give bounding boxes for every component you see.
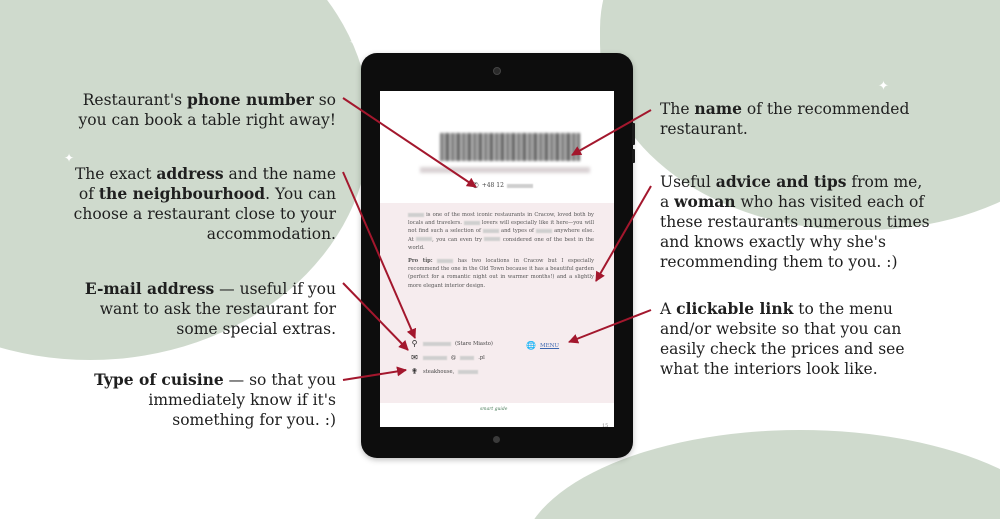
restaurant-description: is one of the most iconic restaurants in Cracow, loved both by locals and travelers. lovers will especially like it here—you will not find such a selection of and types of anywhere else. At , you can even try considered one of the best in the world. Pro tip: has two locations in Cracow but I especially recommend the one in the Old Town because it has a beautiful garden (perfect for a romantic night out in warmer months!) and a slightly more elegant interior design.: [408, 212, 595, 289]
camera-icon: [493, 67, 501, 75]
callout-address: The exact address and the name of the neighbourhood. You can choose a restaurant close to your accommodation.: [73, 164, 336, 243]
callout-cuisine-type: Type of cuisine — so that you immediately know if it's something for you. :): [94, 370, 336, 429]
callout-restaurant-name: The name of the recommended restaurant.: [660, 99, 910, 138]
globe-icon: 🌐: [526, 341, 536, 350]
title-underline: [420, 167, 590, 173]
menu-link-text[interactable]: MENU: [539, 342, 560, 349]
pro-tip-label: Pro tip:: [408, 258, 433, 265]
restaurant-phone[interactable]: ✆ +48 12: [472, 181, 533, 190]
volume-button: [632, 123, 635, 145]
callout-email-address: E-mail address — useful if you want to ask the restaurant for some special extras.: [84, 279, 336, 338]
redacted-text: [507, 184, 533, 188]
power-button: [632, 149, 635, 163]
phone-icon: ✆: [472, 181, 479, 190]
callout-advice-tips: Useful advice and tips from me, a woman who has visited each of these restaurants numerous times and knows exactly why she's recommending them to you. :): [660, 172, 930, 271]
tablet-screen: [380, 91, 614, 427]
page-number: 15: [602, 423, 609, 427]
location-pin-icon: ⚲: [411, 339, 418, 348]
brand-logo: smart guide: [480, 407, 508, 412]
menu-link[interactable]: [526, 341, 559, 350]
sparkle-icon: ✦: [64, 151, 75, 165]
sparkle-icon: ✦: [364, 22, 381, 46]
tablet-device: [361, 53, 633, 458]
callout-phone-number: Restaurant's phone number so you can book a table right away!: [78, 90, 336, 129]
callout-menu-link: A clickable link to the menu and/or website so that you can easily check the prices and see what the interiors look like.: [660, 299, 905, 378]
cutlery-icon: ✟: [411, 367, 418, 376]
home-button[interactable]: [493, 436, 500, 443]
envelope-icon: ✉: [411, 353, 418, 362]
sparkle-icon: ✦: [878, 79, 889, 94]
sparkle-icon: ✦: [349, 35, 361, 51]
restaurant-cuisine: ✟ steakhouse,: [410, 367, 478, 376]
restaurant-name-blurred: [440, 133, 580, 161]
restaurant-email[interactable]: ✉ @ .pl: [411, 353, 485, 362]
restaurant-address: ⚲ (Stare Miasto): [411, 339, 493, 348]
